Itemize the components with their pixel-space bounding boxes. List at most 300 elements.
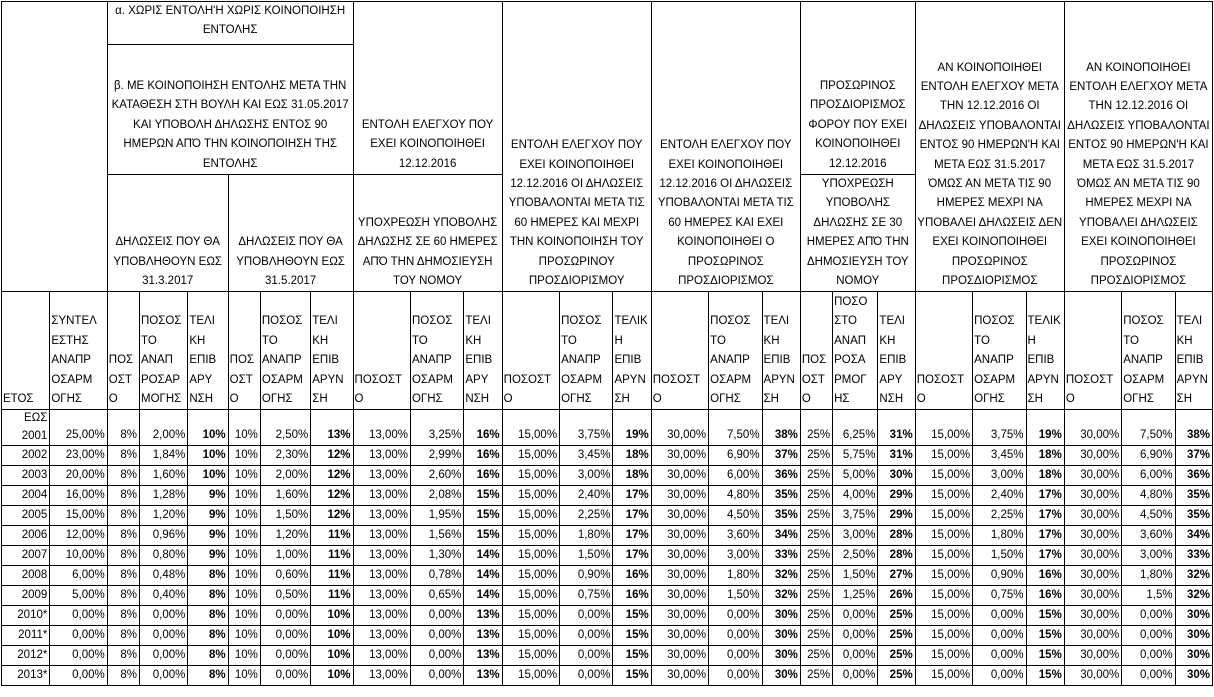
value-cell: 9% xyxy=(188,526,228,546)
value-cell: 16% xyxy=(1026,566,1064,586)
value-cell: 30% xyxy=(762,646,800,666)
value-cell: 0,00% xyxy=(560,606,613,626)
value-cell: 1,25% xyxy=(833,586,878,606)
value-cell: 25% xyxy=(800,446,832,466)
value-cell: 2,60% xyxy=(410,466,463,486)
value-cell: 17% xyxy=(613,506,651,526)
value-cell: 27% xyxy=(878,566,915,586)
value-cell: 3,45% xyxy=(560,446,613,466)
year-cell: 2006 xyxy=(2,526,50,546)
value-cell: 6,00% xyxy=(1122,466,1175,486)
col-header: ΠΟΣ ΟΣΤ Ο xyxy=(800,292,832,410)
value-cell: 1,84% xyxy=(140,446,188,466)
value-cell: 30% xyxy=(1175,646,1212,666)
col-header: ΤΕΛΙ ΚΗ ΕΠΙΒ ΑΡΥΝ ΣΗ xyxy=(311,292,353,410)
value-cell: 0,00% xyxy=(260,666,310,686)
value-cell: 2,99% xyxy=(410,446,463,466)
value-cell: 10% xyxy=(228,526,260,546)
col-header: ΠΟΣΟΣΤ Ο xyxy=(915,292,972,410)
value-cell: 13,00% xyxy=(353,446,410,466)
value-cell: 0,65% xyxy=(410,586,463,606)
value-cell: 2,50% xyxy=(260,410,310,446)
value-cell: 30% xyxy=(1175,666,1212,686)
value-cell: 13,00% xyxy=(353,486,410,506)
value-cell: 13,00% xyxy=(353,546,410,566)
value-cell: 15,00% xyxy=(502,606,559,626)
value-cell: 29% xyxy=(878,506,915,526)
value-cell: 0,00% xyxy=(973,606,1026,626)
value-cell: 1,50% xyxy=(709,586,762,606)
value-cell: 1,56% xyxy=(410,526,463,546)
value-cell: 0,00% xyxy=(140,666,188,686)
value-cell: 0,00% xyxy=(709,626,762,646)
value-cell: 3,75% xyxy=(560,410,613,446)
value-cell: 25% xyxy=(800,466,832,486)
value-cell: 1,80% xyxy=(973,526,1026,546)
value-cell: 0,00% xyxy=(50,666,107,686)
value-cell: 30% xyxy=(1175,626,1212,646)
value-cell: 13% xyxy=(311,410,353,446)
value-cell: 15,00% xyxy=(50,506,107,526)
value-cell: 0,00% xyxy=(410,646,463,666)
value-cell: 30,00% xyxy=(651,410,708,446)
col-header: ΣΥΝΤΕΛ ΕΣΤΗΣ ΑΝΑΠΡ ΟΣΑΡΜ ΟΓΗΣ xyxy=(50,292,107,410)
value-cell: 15% xyxy=(464,486,502,506)
value-cell: 15% xyxy=(613,646,651,666)
value-cell: 30,00% xyxy=(1064,466,1121,486)
table-row xyxy=(2,586,1213,606)
value-cell: 3,60% xyxy=(709,526,762,546)
value-cell: 25% xyxy=(878,646,915,666)
value-cell: 15,00% xyxy=(502,626,559,646)
value-cell: 0,00% xyxy=(833,666,878,686)
value-cell: 4,00% xyxy=(833,486,878,506)
value-cell: 10% xyxy=(228,506,260,526)
value-cell: 15,00% xyxy=(502,486,559,506)
value-cell: 25% xyxy=(800,646,832,666)
value-cell: 13% xyxy=(464,666,502,686)
value-cell: 32% xyxy=(1175,566,1212,586)
value-cell: 30,00% xyxy=(651,466,708,486)
value-cell: 15,00% xyxy=(502,506,559,526)
value-cell: 15% xyxy=(1026,626,1064,646)
value-cell: 0,00% xyxy=(410,626,463,646)
value-cell: 0,00% xyxy=(833,626,878,646)
value-cell: 5,00% xyxy=(833,466,878,486)
value-cell: 13% xyxy=(464,626,502,646)
value-cell: 15,00% xyxy=(502,646,559,666)
value-cell: 35% xyxy=(762,486,800,506)
header-g6-top: ΠΡΟΣΩΡΙΝΟΣ ΠΡΟΣΔΙΟΡΙΣΜΟΣ ΦΟΡΟΥ ΠΟΥ ΕΧΕΙ ΚΟΙΝΟΠΟΙΗΘΕΙ 12.12.2016 xyxy=(800,2,915,175)
value-cell: 1,60% xyxy=(260,486,310,506)
value-cell: 0,00% xyxy=(410,606,463,626)
value-cell: 14% xyxy=(464,546,502,566)
year-cell: 2013* xyxy=(2,666,50,686)
value-cell: 11% xyxy=(311,566,353,586)
value-cell: 25% xyxy=(800,506,832,526)
value-cell: 10% xyxy=(228,486,260,506)
value-cell: 0,00% xyxy=(1122,666,1175,686)
value-cell: 8% xyxy=(107,506,139,526)
year-cell: 2005 xyxy=(2,506,50,526)
value-cell: 31% xyxy=(878,446,915,466)
value-cell: 13% xyxy=(464,606,502,626)
value-cell: 6,25% xyxy=(833,410,878,446)
value-cell: 30,00% xyxy=(1064,526,1121,546)
value-cell: 1,5% xyxy=(1122,586,1175,606)
value-cell: 15,00% xyxy=(502,666,559,686)
value-cell: 34% xyxy=(762,526,800,546)
value-cell: 30,00% xyxy=(651,506,708,526)
value-cell: 2,30% xyxy=(260,446,310,466)
value-cell: 0,00% xyxy=(140,606,188,626)
value-cell: 15% xyxy=(1026,666,1064,686)
value-cell: 13,00% xyxy=(353,646,410,666)
value-cell: 2,00% xyxy=(140,410,188,446)
value-cell: 13,00% xyxy=(353,606,410,626)
col-header: ΕΤΟΣ xyxy=(2,292,50,410)
value-cell: 0,96% xyxy=(140,526,188,546)
value-cell: 7,50% xyxy=(709,410,762,446)
value-cell: 30,00% xyxy=(1064,506,1121,526)
value-cell: 37% xyxy=(1175,446,1212,466)
value-cell: 1,80% xyxy=(1122,566,1175,586)
col-header: ΠΟΣΟΣ ΤΟ ΑΝΑΠΡ ΟΣΑΡΜ ΟΓΗΣ xyxy=(410,292,463,410)
col-header: ΠΟΣ ΟΣΤ Ο xyxy=(228,292,260,410)
value-cell: 0,00% xyxy=(709,606,762,626)
value-cell: 32% xyxy=(762,586,800,606)
value-cell: 17% xyxy=(1026,506,1064,526)
value-cell: 10% xyxy=(188,446,228,466)
value-cell: 20,00% xyxy=(50,466,107,486)
value-cell: 12% xyxy=(311,486,353,506)
value-cell: 30% xyxy=(878,466,915,486)
value-cell: 8% xyxy=(107,626,139,646)
year-cell: 2011* xyxy=(2,626,50,646)
value-cell: 13,00% xyxy=(353,626,410,646)
value-cell: 0,00% xyxy=(260,646,310,666)
value-cell: 1,80% xyxy=(709,566,762,586)
value-cell: 8% xyxy=(107,566,139,586)
value-cell: 10% xyxy=(228,666,260,686)
value-cell: 10% xyxy=(228,446,260,466)
value-cell: 25% xyxy=(800,586,832,606)
value-cell: 32% xyxy=(762,566,800,586)
value-cell: 0,00% xyxy=(140,626,188,646)
year-cell: 2009 xyxy=(2,586,50,606)
value-cell: 15,00% xyxy=(502,410,559,446)
value-cell: 15,00% xyxy=(915,666,972,686)
value-cell: 8% xyxy=(107,606,139,626)
header-group-a: α. ΧΩΡΙΣ ΕΝΤΟΛΗ'Η ΧΩΡΙΣ ΚΟΙΝΟΠΟΙΗΣΗ ΕΝΤΟΛΗΣ xyxy=(107,2,353,45)
value-cell: 10% xyxy=(188,410,228,446)
table-row xyxy=(2,606,1213,626)
value-cell: 2,40% xyxy=(973,486,1026,506)
value-cell: 0,48% xyxy=(140,566,188,586)
value-cell: 8% xyxy=(188,606,228,626)
value-cell: 6,00% xyxy=(709,466,762,486)
value-cell: 30,00% xyxy=(651,666,708,686)
value-cell: 37% xyxy=(762,446,800,466)
col-header: ΠΟΣΟΣ ΤΟ ΑΝΑΠΡ ΟΣΑΡΜ ΟΓΗΣ xyxy=(709,292,762,410)
value-cell: 30,00% xyxy=(1064,666,1121,686)
value-cell: 29% xyxy=(878,486,915,506)
value-cell: 30,00% xyxy=(651,606,708,626)
value-cell: 30,00% xyxy=(1064,546,1121,566)
value-cell: 8% xyxy=(107,666,139,686)
value-cell: 35% xyxy=(1175,486,1212,506)
value-cell: 0,75% xyxy=(973,586,1026,606)
value-cell: 3,00% xyxy=(1122,546,1175,566)
value-cell: 8% xyxy=(107,526,139,546)
value-cell: 25% xyxy=(800,526,832,546)
value-cell: 0,00% xyxy=(1122,606,1175,626)
value-cell: 1,60% xyxy=(140,466,188,486)
value-cell: 38% xyxy=(762,410,800,446)
value-cell: 17% xyxy=(1026,486,1064,506)
value-cell: 25% xyxy=(878,626,915,646)
value-cell: 16% xyxy=(464,410,502,446)
value-cell: 15% xyxy=(613,666,651,686)
value-cell: 1,20% xyxy=(140,506,188,526)
value-cell: 17% xyxy=(613,486,651,506)
value-cell: 15,00% xyxy=(915,606,972,626)
value-cell: 10% xyxy=(228,466,260,486)
value-cell: 30,00% xyxy=(651,626,708,646)
value-cell: 30,00% xyxy=(1064,606,1121,626)
col-header: ΤΕΛΙΚ Η ΕΠΙΒ ΑΡΥΝ ΣΗ xyxy=(1026,292,1064,410)
value-cell: 10% xyxy=(311,626,353,646)
value-cell: 25% xyxy=(800,606,832,626)
value-cell: 10% xyxy=(228,646,260,666)
year-cell: 2012* xyxy=(2,646,50,666)
value-cell: 30,00% xyxy=(1064,646,1121,666)
value-cell: 15,00% xyxy=(915,446,972,466)
value-cell: 3,00% xyxy=(560,466,613,486)
value-cell: 11% xyxy=(311,526,353,546)
header-group-b: β. ΜΕ ΚΟΙΝΟΠΟΙΗΣΗ ΕΝΤΟΛΗΣ ΜΕΤΑ ΤΗΝ ΚΑΤΑΘΕΣΗ ΣΤΗ ΒΟΥΛΗ ΚΑΙ ΕΩΣ 31.05.2017 ΚΑΙ ΥΠΟΒΟΛΗ ΔΗΛΩΣΗΣ ΕΝΤΟΣ 90 ΗΜΕΡΩΝ ΑΠΌ ΤΗΝ ΚΟΙΝΟΠΟΙΗΣΗ ΤΗΣ ΕΝΤΟΛΗΣ xyxy=(107,45,353,175)
value-cell: 15,00% xyxy=(915,646,972,666)
value-cell: 31% xyxy=(878,410,915,446)
value-cell: 30,00% xyxy=(1064,626,1121,646)
col-header: ΤΕΛΙ ΚΗ ΕΠΙΒ ΑΡΥ ΝΣΗ xyxy=(464,292,502,410)
value-cell: 13% xyxy=(464,646,502,666)
col-header: ΠΟΣΟΣ ΤΟ ΑΝΑΠ ΡΟΣΑΡ ΜΟΓΗΣ xyxy=(140,292,188,410)
value-cell: 1,80% xyxy=(560,526,613,546)
value-cell: 36% xyxy=(762,466,800,486)
value-cell: 25,00% xyxy=(50,410,107,446)
value-cell: 0,00% xyxy=(1122,646,1175,666)
value-cell: 13,00% xyxy=(353,410,410,446)
value-cell: 10,00% xyxy=(50,546,107,566)
value-cell: 3,00% xyxy=(833,526,878,546)
value-cell: 30,00% xyxy=(651,646,708,666)
value-cell: 16% xyxy=(613,566,651,586)
value-cell: 0,00% xyxy=(50,646,107,666)
value-cell: 0,90% xyxy=(973,566,1026,586)
value-cell: 0,00% xyxy=(973,626,1026,646)
value-cell: 2,25% xyxy=(973,506,1026,526)
value-cell: 4,50% xyxy=(709,506,762,526)
col-header: ΤΕΛΙ ΚΗ ΕΠΙΒ ΑΡΥΝ ΣΗ xyxy=(1175,292,1212,410)
value-cell: 15% xyxy=(613,626,651,646)
value-cell: 15,00% xyxy=(915,546,972,566)
header-g3-bottom: ΥΠΟΧΡΕΩΣΗ ΥΠΟΒΟΛΗΣ ΔΗΛΩΣΗΣ ΣΕ 60 ΗΜΕΡΕΣ ΑΠΌ ΤΗΝ ΔΗΜΟΣΙΕΥΣΗ ΤΟΥ ΝΟΜΟΥ xyxy=(353,175,502,292)
value-cell: 15,00% xyxy=(502,546,559,566)
value-cell: 12% xyxy=(311,466,353,486)
value-cell: 8% xyxy=(188,586,228,606)
value-cell: 19% xyxy=(1026,410,1064,446)
value-cell: 1,50% xyxy=(560,546,613,566)
col-header: ΠΟΣΟΣ ΤΟ ΑΝΑΠΡ ΟΣΑΡΜ ΟΓΗΣ xyxy=(1122,292,1175,410)
value-cell: 8% xyxy=(107,446,139,466)
value-cell: 0,00% xyxy=(560,646,613,666)
value-cell: 18% xyxy=(613,446,651,466)
corner-cell xyxy=(2,2,108,292)
year-cell: 2007 xyxy=(2,546,50,566)
value-cell: 18% xyxy=(1026,446,1064,466)
header-g3-top: ΕΝΤΟΛΗ ΕΛΕΓΧΟΥ ΠΟΥ ΕΧΕΙ ΚΟΙΝΟΠΟΙΗΘΕΙ 12.12.2016 xyxy=(353,2,502,175)
value-cell: 0,00% xyxy=(560,666,613,686)
value-cell: 8% xyxy=(107,546,139,566)
value-cell: 3,75% xyxy=(973,410,1026,446)
value-cell: 25% xyxy=(878,666,915,686)
value-cell: 0,00% xyxy=(50,606,107,626)
value-cell: 13,00% xyxy=(353,526,410,546)
table-row xyxy=(2,506,1213,526)
value-cell: 9% xyxy=(188,546,228,566)
value-cell: 0,00% xyxy=(260,606,310,626)
value-cell: 0,00% xyxy=(1122,626,1175,646)
value-cell: 13,00% xyxy=(353,566,410,586)
value-cell: 10% xyxy=(228,410,260,446)
value-cell: 0,90% xyxy=(560,566,613,586)
value-cell: 25% xyxy=(800,626,832,646)
value-cell: 34% xyxy=(1175,526,1212,546)
value-cell: 13,00% xyxy=(353,666,410,686)
value-cell: 30,00% xyxy=(651,486,708,506)
value-cell: 1,30% xyxy=(410,546,463,566)
value-cell: 30,00% xyxy=(651,566,708,586)
value-cell: 12,00% xyxy=(50,526,107,546)
value-cell: 2,25% xyxy=(560,506,613,526)
year-cell: 2010* xyxy=(2,606,50,626)
value-cell: 3,00% xyxy=(973,466,1026,486)
value-cell: 0,00% xyxy=(833,606,878,626)
value-cell: 30% xyxy=(762,666,800,686)
value-cell: 15,00% xyxy=(915,506,972,526)
col-header: ΠΟΣ ΟΣΤ Ο xyxy=(107,292,139,410)
value-cell: 15,00% xyxy=(915,466,972,486)
col-header: ΤΕΛΙΚ Η ΕΠΙΒ ΑΡΥΝ ΣΗ xyxy=(613,292,651,410)
value-cell: 16% xyxy=(464,466,502,486)
table-row xyxy=(2,626,1213,646)
table-row xyxy=(2,666,1213,686)
value-cell: 15% xyxy=(1026,606,1064,626)
value-cell: 23,00% xyxy=(50,446,107,466)
value-cell: 30,00% xyxy=(651,446,708,466)
value-cell: 4,80% xyxy=(1122,486,1175,506)
value-cell: 10% xyxy=(311,646,353,666)
col-header: ΠΟΣΟΣΤ Ο xyxy=(353,292,410,410)
value-cell: 17% xyxy=(613,526,651,546)
table-row xyxy=(2,486,1213,506)
value-cell: 15,00% xyxy=(915,586,972,606)
col-header: ΠΟΣΟΣ ΤΟ ΑΝΑΠΡ ΟΣΑΡΜ ΟΓΗΣ xyxy=(260,292,310,410)
tax-rates-table xyxy=(1,1,1213,686)
value-cell: 25% xyxy=(800,666,832,686)
value-cell: 28% xyxy=(878,546,915,566)
value-cell: 15,00% xyxy=(502,466,559,486)
col-header: ΤΕΛΙ ΚΗ ΕΠΙΒ ΑΡΥΝ ΣΗ xyxy=(762,292,800,410)
value-cell: 16% xyxy=(1026,586,1064,606)
value-cell: 10% xyxy=(228,566,260,586)
value-cell: 1,50% xyxy=(260,506,310,526)
value-cell: 30,00% xyxy=(1064,586,1121,606)
value-cell: 13,00% xyxy=(353,506,410,526)
value-cell: 0,00% xyxy=(973,666,1026,686)
value-cell: 4,80% xyxy=(709,486,762,506)
value-cell: 33% xyxy=(1175,546,1212,566)
value-cell: 0,00% xyxy=(50,626,107,646)
value-cell: 1,50% xyxy=(973,546,1026,566)
value-cell: 11% xyxy=(311,546,353,566)
value-cell: 19% xyxy=(613,410,651,446)
value-cell: 6,90% xyxy=(1122,446,1175,466)
value-cell: 30% xyxy=(762,606,800,626)
value-cell: 15,00% xyxy=(915,526,972,546)
value-cell: 15,00% xyxy=(915,410,972,446)
value-cell: 30,00% xyxy=(1064,566,1121,586)
value-cell: 15% xyxy=(1026,646,1064,666)
value-cell: 30,00% xyxy=(1064,410,1121,446)
value-cell: 13,00% xyxy=(353,466,410,486)
value-cell: 30,00% xyxy=(1064,446,1121,466)
value-cell: 10% xyxy=(311,606,353,626)
value-cell: 5,75% xyxy=(833,446,878,466)
value-cell: 1,50% xyxy=(833,566,878,586)
value-cell: 3,75% xyxy=(833,506,878,526)
col-header: ΠΟΣΟΣΤ Ο xyxy=(651,292,708,410)
value-cell: 10% xyxy=(228,546,260,566)
table-row xyxy=(2,466,1213,486)
col-header: ΤΕΛΙ ΚΗ ΕΠΙΒ ΑΡΥ ΝΣΗ xyxy=(188,292,228,410)
value-cell: 8% xyxy=(188,666,228,686)
value-cell: 3,60% xyxy=(1122,526,1175,546)
value-cell: 15,00% xyxy=(502,566,559,586)
table-row xyxy=(2,446,1213,466)
value-cell: 0,40% xyxy=(140,586,188,606)
header-decl-march: ΔΗΛΩΣΕΙΣ ΠΟΥ ΘΑ ΥΠΟΒΛΗΘΟΥΝ ΕΩΣ 31.3.2017 xyxy=(107,175,228,292)
value-cell: 2,08% xyxy=(410,486,463,506)
value-cell: 0,50% xyxy=(260,586,310,606)
value-cell: 32% xyxy=(1175,586,1212,606)
value-cell: 15% xyxy=(464,506,502,526)
column-header-row xyxy=(2,292,1213,410)
value-cell: 30,00% xyxy=(651,586,708,606)
value-cell: 10% xyxy=(228,586,260,606)
year-cell: 2003 xyxy=(2,466,50,486)
value-cell: 14% xyxy=(464,566,502,586)
header-decl-may: ΔΗΛΩΣΕΙΣ ΠΟΥ ΘΑ ΥΠΟΒΛΗΘΟΥΝ ΕΩΣ 31.5.2017 xyxy=(228,175,353,292)
value-cell: 3,00% xyxy=(709,546,762,566)
value-cell: 6,00% xyxy=(50,566,107,586)
value-cell: 25% xyxy=(800,566,832,586)
year-cell: 2008 xyxy=(2,566,50,586)
value-cell: 10% xyxy=(228,626,260,646)
value-cell: 17% xyxy=(613,546,651,566)
value-cell: 38% xyxy=(1175,410,1212,446)
